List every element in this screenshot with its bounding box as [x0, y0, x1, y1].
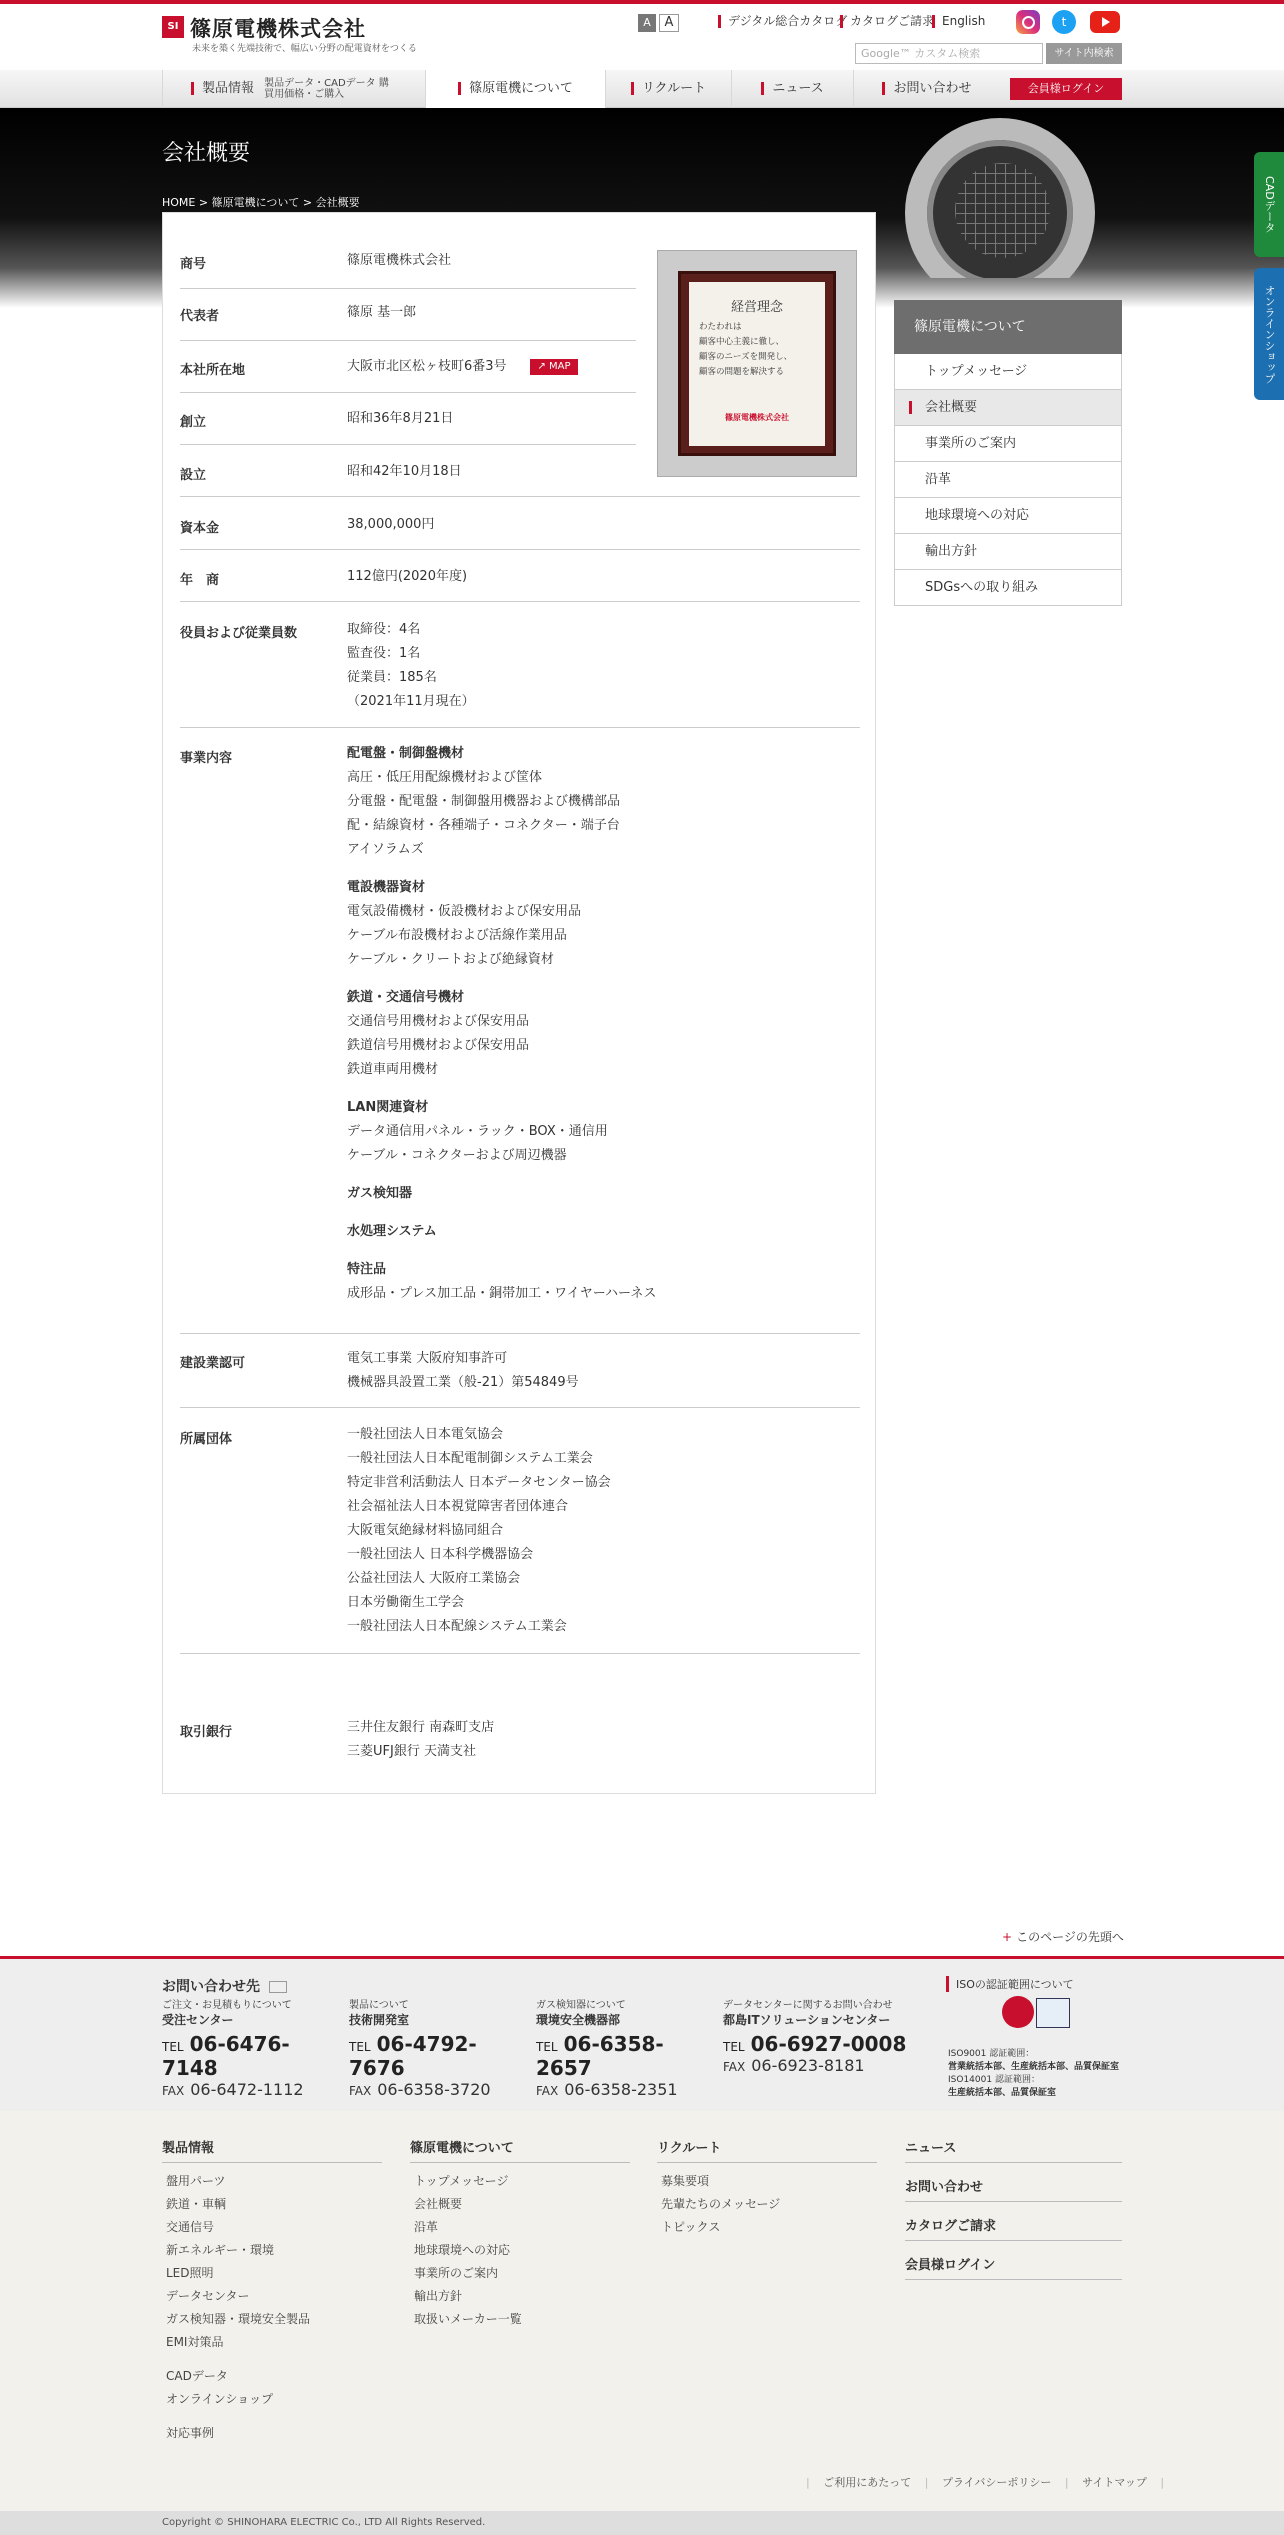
contact-tel[interactable]: [536, 2032, 716, 2080]
fax-number: 06-6923-8181: [751, 2056, 865, 2075]
copyright: Copyright © SHINOHARA ELECTRIC Co., LTD All Rights Reserved.: [162, 2517, 486, 2528]
divider: [180, 340, 636, 341]
fax-prefix: FAX: [723, 2060, 746, 2074]
tel-number: 06-6358-2657: [536, 2032, 664, 2080]
business-line: 電気設備機材・仮設機材および保安用品: [347, 904, 582, 919]
tel-number: 06-6476-7148: [162, 2032, 290, 2080]
business-line: 成形品・プレス加工品・銅帯加工・ワイヤーハーネス: [347, 1286, 657, 1301]
divider: [180, 1333, 860, 1334]
footer-link[interactable]: 取扱いメーカー一覧: [414, 2312, 522, 2326]
sidebar-item-sdgs[interactable]: SDGsへの取り組み: [894, 570, 1122, 606]
footer-news-link[interactable]: ニュース: [905, 2137, 1122, 2163]
row-value: 篠原電機株式会社: [347, 253, 452, 268]
plaque-body: [699, 320, 819, 380]
separator: |: [806, 2476, 810, 2489]
breadcrumb[interactable]: HOME > 篠原電機について > 会社概要: [162, 196, 360, 209]
nav-recruit-label: リクルート: [641, 81, 707, 96]
row-label: 代表者: [180, 309, 220, 324]
contact-tel[interactable]: [162, 2032, 342, 2080]
nav-contact[interactable]: [854, 70, 1000, 108]
row-value-list: [347, 618, 475, 714]
row-line: （2021年11月現在）: [347, 694, 475, 709]
row-label: 年 商: [180, 573, 220, 588]
plaque-line: わたわれは: [699, 322, 742, 332]
nav-marker: [631, 82, 634, 95]
divider: [180, 288, 636, 289]
business-category: 鉄道・交通信号機材: [347, 990, 465, 1005]
nav-marker: [761, 82, 764, 95]
contact-column-orders: [162, 1996, 342, 2099]
contact-title-text: お問い合わせ先: [162, 1979, 260, 1995]
logo-mark[interactable]: SI: [162, 16, 184, 38]
footer-link[interactable]: 地球環境への対応: [414, 2243, 511, 2257]
row-label: 建設業認可: [180, 1356, 246, 1371]
iso-scope-link[interactable]: ISOの認証範囲について: [946, 1976, 1074, 1992]
permit-line: 電気工事業 大阪府知事許可: [347, 1351, 508, 1366]
catalog-request-link[interactable]: カタログご請求: [840, 15, 934, 28]
nav-recruit[interactable]: [606, 70, 732, 108]
row-value: 112億円(2020年度): [347, 569, 468, 584]
footer-link[interactable]: 事業所のご案内: [414, 2266, 499, 2280]
philosophy-plaque-image: [657, 250, 857, 477]
member-login-button[interactable]: 会員様ログイン: [1010, 78, 1122, 100]
iso-line: ISO14001 認証範囲：: [948, 2075, 1040, 2085]
fax-number: 06-6358-2351: [564, 2080, 678, 2099]
nav-products[interactable]: [162, 70, 426, 108]
divider: [180, 601, 860, 602]
fax-number: 06-6472-1112: [190, 2080, 304, 2099]
row-label: 事業内容: [180, 751, 233, 766]
footer-link[interactable]: 会社概要: [414, 2197, 463, 2211]
org-list: [347, 1423, 611, 1639]
nav-contact-label: お問い合わせ: [893, 81, 972, 96]
footer-link[interactable]: 募集要項: [661, 2174, 710, 2188]
plaque-line: 顧客の問題を解決する: [699, 367, 785, 377]
page-top-link[interactable]: + このページの先頭へ: [1002, 1928, 1124, 1945]
hero-grid-shape: [955, 163, 1050, 258]
footer-link[interactable]: 鉄道・車輌: [166, 2197, 227, 2211]
org-line: 公益社団法人 大阪府工業協会: [347, 1571, 521, 1586]
contact-dept: 都島ITソリューションセンター: [723, 2013, 891, 2027]
row-label: 所属団体: [180, 1432, 233, 1447]
plaque-logo: 篠原電機株式会社: [725, 413, 789, 422]
footer-products-title[interactable]: 製品情報: [162, 2137, 382, 2163]
nav-about-label: 篠原電機について: [469, 81, 573, 96]
logo-text[interactable]: 篠原電機株式会社: [190, 17, 366, 41]
contact-fax: [723, 2056, 933, 2075]
row-line: 取締役：4名: [347, 622, 421, 637]
footer-about-title[interactable]: 篠原電機について: [410, 2137, 630, 2163]
contact-note: ご注文・お見積もりについて: [162, 2000, 292, 2011]
digital-catalog-link[interactable]: デジタル総合カタログ: [718, 15, 847, 28]
english-link[interactable]: English: [932, 15, 985, 28]
search-input[interactable]: Google™ カスタム検索: [855, 43, 1043, 64]
plaque-line: 顧客のニーズを開発し、: [699, 352, 793, 362]
iso9001-logo: [1002, 1996, 1034, 2028]
sidebar-item-export-policy[interactable]: 輸出方針: [894, 534, 1122, 570]
footer-link[interactable]: 対応事例: [166, 2426, 215, 2440]
divider: [180, 727, 860, 728]
business-category: 電設機器資材: [347, 880, 426, 895]
business-line: ケーブル・クリートおよび絶縁資材: [347, 952, 554, 967]
row-label: 創立: [180, 415, 207, 430]
nav-news[interactable]: [732, 70, 854, 108]
sidebar-item-environment[interactable]: 地球環境への対応: [894, 498, 1122, 534]
org-line: 大阪電気絶縁材料協同組合: [347, 1523, 504, 1538]
org-line: 一般社団法人日本配電制御システム工業会: [347, 1451, 593, 1466]
tel-prefix: TEL: [536, 2040, 558, 2054]
footer-link[interactable]: 新エネルギー・環境: [166, 2243, 275, 2257]
divider: [180, 549, 860, 550]
footer-bottom-links: [806, 2474, 1164, 2490]
nav-products-label: 製品情報: [202, 81, 255, 96]
contact-note: ガス検知器について: [536, 2000, 626, 2011]
business-line: ケーブル布設機材および活線作業用品: [347, 928, 567, 943]
footer-link[interactable]: ガス検知器・環境安全製品: [166, 2312, 311, 2326]
footer-catalog-link[interactable]: カタログご請求: [905, 2215, 1122, 2241]
youtube-icon[interactable]: [1090, 11, 1120, 33]
footer-link[interactable]: LED照明: [166, 2266, 214, 2280]
business-category: 特注品: [347, 1262, 387, 1277]
tel-number: 06-4792-7676: [349, 2032, 477, 2080]
search-button[interactable]: サイト内検索: [1046, 43, 1122, 64]
contact-fax: [536, 2080, 716, 2099]
online-shop-tab[interactable]: オンラインショップ: [1254, 268, 1284, 400]
nav-marker: [882, 82, 885, 95]
row-line: 従業員：185名: [347, 670, 437, 685]
tel-prefix: TEL: [723, 2040, 745, 2054]
tel-prefix: TEL: [162, 2040, 184, 2054]
contact-title: [162, 1976, 287, 1996]
plaque-frame: [678, 271, 836, 456]
footer-contact-link[interactable]: お問い合わせ: [905, 2176, 1122, 2202]
footer-link[interactable]: トップメッセージ: [414, 2174, 509, 2188]
permit-line: 機械器具設置工業（般-21）第54849号: [347, 1375, 579, 1390]
iso-line: 生産統括本部、品質保証室: [948, 2088, 1057, 2098]
business-line: 高圧・低圧用配線機材および筐体: [347, 770, 543, 785]
sidebar-item-top-message[interactable]: トップメッセージ: [894, 354, 1122, 390]
org-line: 社会福祉法人日本視覚障害者団体連合: [347, 1499, 569, 1514]
logo-tagline: 未来を築く先端技術で、幅広い分野の配電資材をつくる: [192, 44, 417, 54]
nav-news-label: ニュース: [772, 81, 824, 96]
nav-marker: [458, 82, 461, 95]
plaque-title: 経営理念: [730, 300, 783, 315]
divider: [180, 392, 636, 393]
nav-products-sub[interactable]: 製品データ・CADデータ 購買用価格・ご購入: [264, 77, 389, 100]
footer-link[interactable]: 交通信号: [166, 2220, 215, 2234]
business-list: [347, 742, 656, 1306]
tel-number: 06-6927-0008: [750, 2032, 907, 2056]
row-label: 設立: [180, 468, 207, 483]
org-line: 一般社団法人 日本科学機器協会: [347, 1547, 534, 1562]
row-line: 監査役：1名: [347, 646, 421, 661]
contact-column-datacenter: [723, 1996, 933, 2075]
footer-link[interactable]: EMI対策品: [166, 2335, 224, 2349]
business-line: 配・結線資材・各種端子・コネクター・端子台: [347, 818, 620, 833]
iso-line: 営業統括本部、生産統括本部、品質保証室: [948, 2062, 1120, 2072]
business-line: ケーブル・コネクターおよび周辺機器: [347, 1148, 567, 1163]
nav-about[interactable]: [426, 70, 606, 108]
row-label: 取引銀行: [180, 1725, 233, 1740]
row-value: 昭和42年10月18日: [347, 464, 462, 479]
row-value: 昭和36年8月21日: [347, 411, 454, 426]
tel-prefix: TEL: [349, 2040, 371, 2054]
row-label: 役員および従業員数: [180, 626, 298, 641]
org-line: 一般社団法人日本電気協会: [347, 1427, 504, 1442]
cad-data-tab[interactable]: CADデータ: [1254, 152, 1284, 257]
iso14001-logo: [1036, 1998, 1070, 2028]
row-value: 大阪市北区松ヶ枝町6番3号: [347, 359, 507, 374]
sidebar-item-company-overview[interactable]: 会社概要: [894, 390, 1122, 426]
twitter-icon[interactable]: t: [1052, 10, 1076, 34]
footer-link[interactable]: 輸出方針: [414, 2289, 463, 2303]
font-size-large-button[interactable]: A: [659, 14, 679, 32]
contact-fax: [349, 2080, 529, 2099]
row-label: 本社所在地: [180, 363, 246, 378]
divider: [180, 1653, 860, 1654]
fax-prefix: FAX: [162, 2084, 185, 2098]
footer-link[interactable]: オンラインショップ: [166, 2392, 274, 2406]
terms-link[interactable]: ご利用にあたって: [823, 2476, 912, 2489]
business-line: 鉄道信号用機材および保安用品: [347, 1038, 530, 1053]
footer-link[interactable]: 盤用パーツ: [166, 2174, 226, 2188]
row-value: 篠原 基一郎: [347, 305, 417, 320]
plaque-line: 顧客中心主義に徹し、: [699, 337, 785, 347]
business-line: 分電盤・配電盤・制御盤用機器および機構部品: [347, 794, 621, 809]
sidebar-item-history[interactable]: 沿革: [894, 462, 1122, 498]
page-title: 会社概要: [162, 141, 251, 166]
bank-line: 三井住友銀行 南森町支店: [347, 1720, 495, 1735]
row-label: 資本金: [180, 521, 220, 536]
contact-fax: [162, 2080, 342, 2099]
map-button[interactable]: ↗ MAP: [530, 359, 578, 375]
business-line: データ通信用パネル・ラック・BOX・通信用: [347, 1124, 608, 1139]
footer-login-link[interactable]: 会員様ログイン: [905, 2254, 1122, 2280]
iso-line: ISO9001 認証範囲：: [948, 2049, 1035, 2059]
contact-column-gas: [536, 1996, 716, 2099]
bank-line: 三菱UFJ銀行 天満支社: [347, 1744, 476, 1759]
footer-link[interactable]: データセンター: [166, 2289, 250, 2303]
privacy-link[interactable]: プライバシーポリシー: [941, 2476, 1052, 2489]
contact-dept: 環境安全機器部: [536, 2013, 621, 2027]
footer-link[interactable]: CADデータ: [166, 2369, 228, 2383]
fax-prefix: FAX: [349, 2084, 372, 2098]
font-size-small-button[interactable]: A: [638, 14, 656, 32]
business-category: 配電盤・制御盤機材: [347, 746, 465, 761]
footer-recruit-title[interactable]: リクルート: [657, 2137, 877, 2163]
sidebar-title[interactable]: 篠原電機について: [894, 300, 1122, 354]
separator: |: [924, 2476, 929, 2489]
separator: |: [1064, 2476, 1069, 2489]
separator: |: [1160, 2476, 1165, 2489]
contact-tel[interactable]: [349, 2032, 529, 2080]
org-line: 特定非営利活動法人 日本データセンター協会: [347, 1475, 611, 1490]
contact-column-tech: [349, 1996, 529, 2099]
permit-list: [347, 1347, 579, 1395]
fax-number: 06-6358-3720: [377, 2080, 491, 2099]
business-category: LAN関連資材: [347, 1100, 429, 1115]
row-value: 38,000,000円: [347, 517, 435, 532]
contact-note: データセンターに関するお問い合わせ: [723, 2000, 893, 2011]
footer-link[interactable]: 沿革: [414, 2220, 439, 2234]
map-label: MAP: [549, 361, 571, 372]
fax-prefix: FAX: [536, 2084, 559, 2098]
plaque-paper: [689, 282, 825, 446]
iso-scope-text: [948, 2048, 1119, 2100]
org-line: 日本労働衛生工学会: [347, 1595, 465, 1610]
contact-tel[interactable]: [723, 2032, 933, 2056]
sidebar-item-offices[interactable]: 事業所のご案内: [894, 426, 1122, 462]
business-category: 水処理システム: [347, 1224, 437, 1239]
contact-dept: 技術開発室: [349, 2013, 410, 2027]
row-label: 商号: [180, 257, 207, 272]
divider: [180, 1407, 860, 1408]
business-line: アイソラムズ: [347, 842, 424, 857]
org-line: 一般社団法人日本配線システム工業会: [347, 1619, 567, 1634]
divider: [180, 444, 636, 445]
nav-marker: [191, 82, 194, 95]
business-line: 鉄道車両用機材: [347, 1062, 439, 1077]
instagram-icon[interactable]: [1016, 10, 1040, 34]
footer-link[interactable]: トピックス: [661, 2220, 721, 2234]
divider: [180, 496, 860, 497]
sitemap-link[interactable]: サイトマップ: [1082, 2476, 1147, 2489]
business-category: ガス検知器: [347, 1186, 413, 1201]
contact-note: 製品について: [349, 2000, 409, 2011]
mail-icon: [269, 1981, 287, 1993]
business-line: 交通信号用機材および保安用品: [347, 1014, 530, 1029]
bank-list: [347, 1716, 494, 1764]
footer-link[interactable]: 先輩たちのメッセージ: [661, 2197, 781, 2211]
contact-dept: 受注センター: [162, 2013, 234, 2027]
